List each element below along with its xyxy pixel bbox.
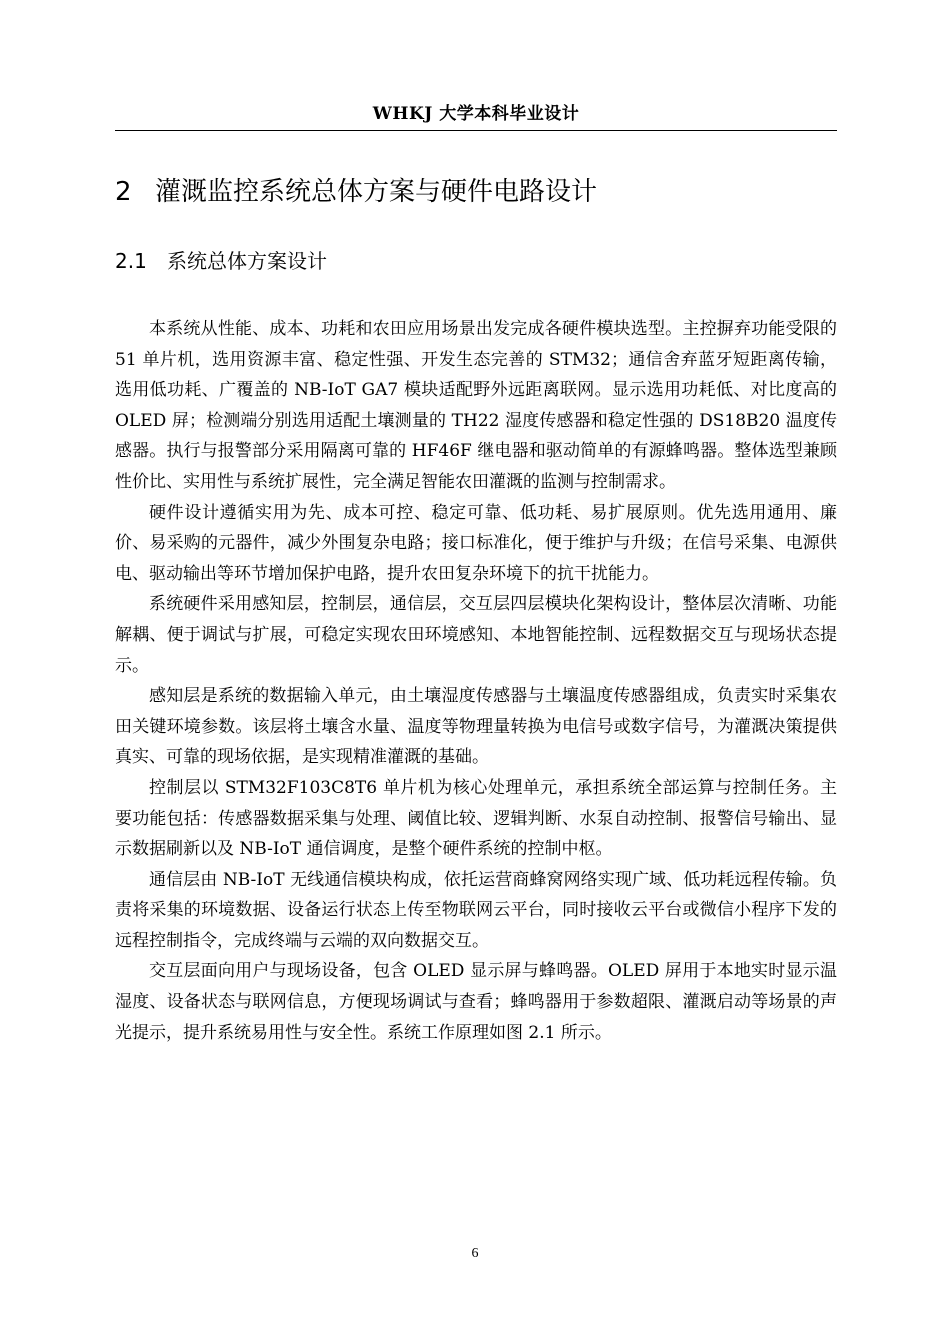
page-number: 6: [471, 1246, 479, 1261]
paragraph-communication-layer: 通信层由 NB-IoT 无线通信模块构成，依托运营商蜂窝网络实现广域、低功耗远程传输。负责将采集的环境数据、设备运行状态上传至物联网云平台，同时接收云平台或微信小程序下发的远程控制指令，完成终端与云端的双向数据交互。: [115, 869, 837, 951]
paragraph-architecture: 系统硬件采用感知层，控制层，通信层，交互层四层模块化架构设计，整体层次清晰、功能解耦、便于调试与扩展，可稳定实现农田环境感知、本地智能控制、远程数据交互与现场状态提示。: [115, 594, 837, 676]
section-heading: [115, 243, 327, 279]
section-number: 2.1: [115, 249, 147, 273]
paragraph-interaction-layer: 交互层面向用户与现场设备，包含 OLED 显示屏与蜂鸣器。OLED 屏用于本地实时显示温湿度、设备状态与联网信息，方便现场调试与查看；蜂鸣器用于参数超限、灌溉启动等场景的声光提示，提升系统易用性与安全性。系统工作原理如图 2.1 所示。: [115, 961, 837, 1043]
paragraph-design-principles: 硬件设计遵循实用为先、成本可控、稳定可靠、低功耗、易扩展原则。优先选用通用、廉价、易采购的元器件，减少外围复杂电路；接口标准化，便于维护与升级；在信号采集、电源供电、驱动输出等环节增加保护电路，提升农田复杂环境下的抗干扰能力。: [115, 502, 837, 584]
paragraph-hardware-selection: 本系统从性能、成本、功耗和农田应用场景出发完成各硬件模块选型。主控摒弃功能受限的 51 单片机，选用资源丰富、稳定性强、开发生态完善的 STM32；通信舍弃蓝牙短距离传输，选用低功耗、广覆盖的 NB-IoT GA7 模块适配野外远距离联网。显示选用功耗低、对比度高的 OLED 屏；检测端分别选用适配土壤测量的 TH22 湿度传感器和稳定性强的 DS18B20 温度传感器。执行与报警部分采用隔离可靠的 HF46F 继电器和驱动简单的有源蜂鸣器。整体选型兼顾性价比、实用性与系统扩展性，完全满足智能农田灌溉的监测与控制需求。: [115, 319, 837, 492]
chapter-heading: [115, 172, 597, 212]
section-title: 系统总体方案设计: [167, 249, 327, 273]
paragraph-control-layer: 控制层以 STM32F103C8T6 单片机为核心处理单元，承担系统全部运算与控制任务。主要功能包括：传感器数据采集与处理、阈值比较、逻辑判断、水泵自动控制、报警信号输出、显示数据刷新以及 NB-IoT 通信调度，是整个硬件系统的控制中枢。: [115, 777, 837, 860]
page-header: [115, 100, 837, 131]
chapter-title: 灌溉监控系统总体方案与硬件电路设计: [155, 177, 598, 207]
paragraph-perception-layer: 感知层是系统的数据输入单元，由土壤湿度传感器与土壤温度传感器组成，负责实时采集农田关键环境参数。该层将土壤含水量、温度等物理量转换为电信号或数字信号，为灌溉决策提供真实、可靠的现场依据，是实现精准灌溉的基础。: [115, 686, 837, 768]
body-text: [115, 314, 837, 1048]
header-title: WHKJ 大学本科毕业设计: [372, 104, 580, 124]
chapter-number: 2: [115, 177, 132, 207]
